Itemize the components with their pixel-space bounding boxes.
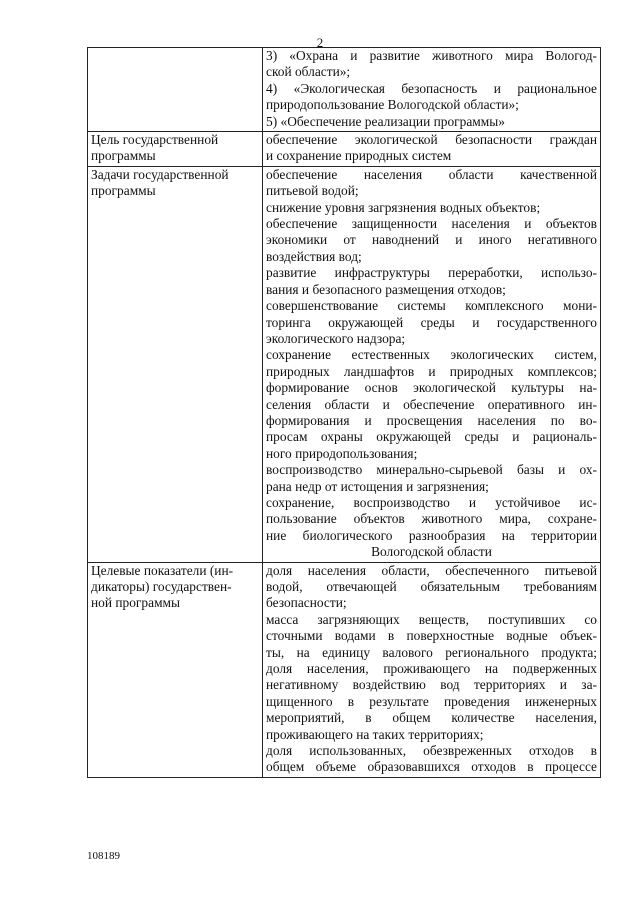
- row-label-line: Задачи государственной: [91, 166, 229, 182]
- row-content-line: щищенного в результате проведения инженерных: [266, 693, 597, 709]
- row-content-line: природопользование Вологодской области»;: [266, 97, 519, 113]
- row-label-line: программы: [91, 183, 156, 199]
- row-content-cell: [263, 166, 601, 562]
- row-content-line: обеспечение защищенности населения и объектов: [266, 216, 597, 232]
- row-label-line: Целевые показатели (ин-: [91, 562, 234, 578]
- row-content-line: ской области»;: [266, 64, 351, 80]
- row-content-line: водой, отвечающей обязательным требованиям: [266, 579, 597, 594]
- row-content-line: сохранение, воспроизводство и устойчивое ис-: [266, 494, 597, 510]
- row-label-line: ной программы: [91, 595, 181, 611]
- row-content-line: развитие инфраструктуры переработки, использо-: [266, 265, 597, 281]
- row-content-cell: [263, 132, 601, 167]
- row-content-line: мероприятий, в общем количестве населения,: [266, 710, 597, 726]
- row-content-line: формирования и просвещения населения по во-: [266, 412, 597, 428]
- row-content-line: и сохранение природных систем: [266, 148, 452, 164]
- row-label-cell: [88, 48, 263, 132]
- row-content-line: экономики от наводнений и иного негативного: [266, 232, 597, 248]
- row-content-cell: [263, 562, 601, 777]
- row-content-line: сохранение естественных экологических систем,: [266, 347, 597, 363]
- row-label-cell: [88, 132, 263, 167]
- table-row: [88, 48, 601, 132]
- row-content-line: ты, на единицу валового регионального продукта;: [266, 644, 597, 660]
- table-row: [88, 132, 601, 167]
- row-content-line: рана недр от истощения и загрязнения;: [266, 478, 489, 494]
- row-content-line: пользование объектов животного мира, сохране-: [266, 511, 597, 527]
- row-label-line: Цель государственной: [91, 132, 219, 148]
- row-content-line: безопасности;: [266, 595, 347, 611]
- row-label-line: программы: [91, 148, 156, 164]
- row-content-line: сточными водами в поверхностные водные объек-: [266, 628, 597, 644]
- row-content-line: снижение уровня загрязнения водных объектов;: [266, 199, 541, 215]
- document-code: 108189: [87, 850, 120, 862]
- row-content-line: питьевой водой;: [266, 183, 359, 199]
- row-content-line: селения области и обеспечение оперативного ин-: [266, 396, 597, 412]
- row-content-line: воспроизводство минерально-сырьевой базы и ох-: [266, 462, 597, 478]
- row-content-line: масса загрязняющих веществ, поступивших со: [266, 611, 597, 627]
- row-content-line: 3) «Охрана и развитие животного мира Вологод-: [266, 48, 597, 63]
- row-content-cell: [263, 48, 601, 132]
- row-content-line: торинга окружающей среды и государственного: [266, 314, 597, 330]
- page-number: 2: [316, 35, 324, 50]
- row-content-line: общем объеме образовавшихся отходов в процессе: [266, 759, 597, 775]
- row-content-line: просам охраны окружающей среды и рациональ-: [266, 429, 597, 445]
- row-content-line: 5) «Обеспечение реализации программы»: [266, 113, 505, 129]
- row-content-line: экологического надзора;: [266, 330, 406, 346]
- row-label-cell: [88, 166, 263, 562]
- row-content-line: обеспечение населения области качественной: [266, 166, 597, 182]
- program-passport-table: [87, 47, 601, 778]
- row-content-line: доля населения области, обеспеченного питьевой: [266, 562, 597, 578]
- table-row: [88, 166, 601, 562]
- row-content-line: негативному воздействию вод территориях и за-: [266, 677, 597, 693]
- row-content-line: доля населения, проживающего на подверженных: [266, 661, 597, 677]
- row-content-line: воздействия вод;: [266, 248, 362, 264]
- row-content-line: ного природопользования;: [266, 445, 418, 461]
- row-content-line: природных ландшафтов и природных комплексов;: [266, 363, 597, 379]
- row-content-line: вания и безопасного размещения отходов;: [266, 281, 506, 297]
- row-label-line: дикаторы) государствен-: [91, 579, 232, 594]
- row-content-line: ние биологического разнообразия на территории: [266, 527, 597, 543]
- row-content-line: обеспечение экологической безопасности граждан: [266, 132, 597, 148]
- row-label-cell: [88, 562, 263, 777]
- row-content-line: 4) «Экологическая безопасность и рациональное: [266, 80, 597, 96]
- row-content-line: формирование основ экологической культуры на-: [266, 380, 597, 396]
- table-row: [88, 562, 601, 777]
- row-content-line: совершенствование системы комплексного мони-: [266, 298, 597, 314]
- row-content-line: Вологодской области: [371, 544, 492, 560]
- row-content-line: доля использованных, обезвреженных отходов в: [266, 743, 597, 759]
- row-content-line: проживающего на таких территориях;: [266, 726, 484, 742]
